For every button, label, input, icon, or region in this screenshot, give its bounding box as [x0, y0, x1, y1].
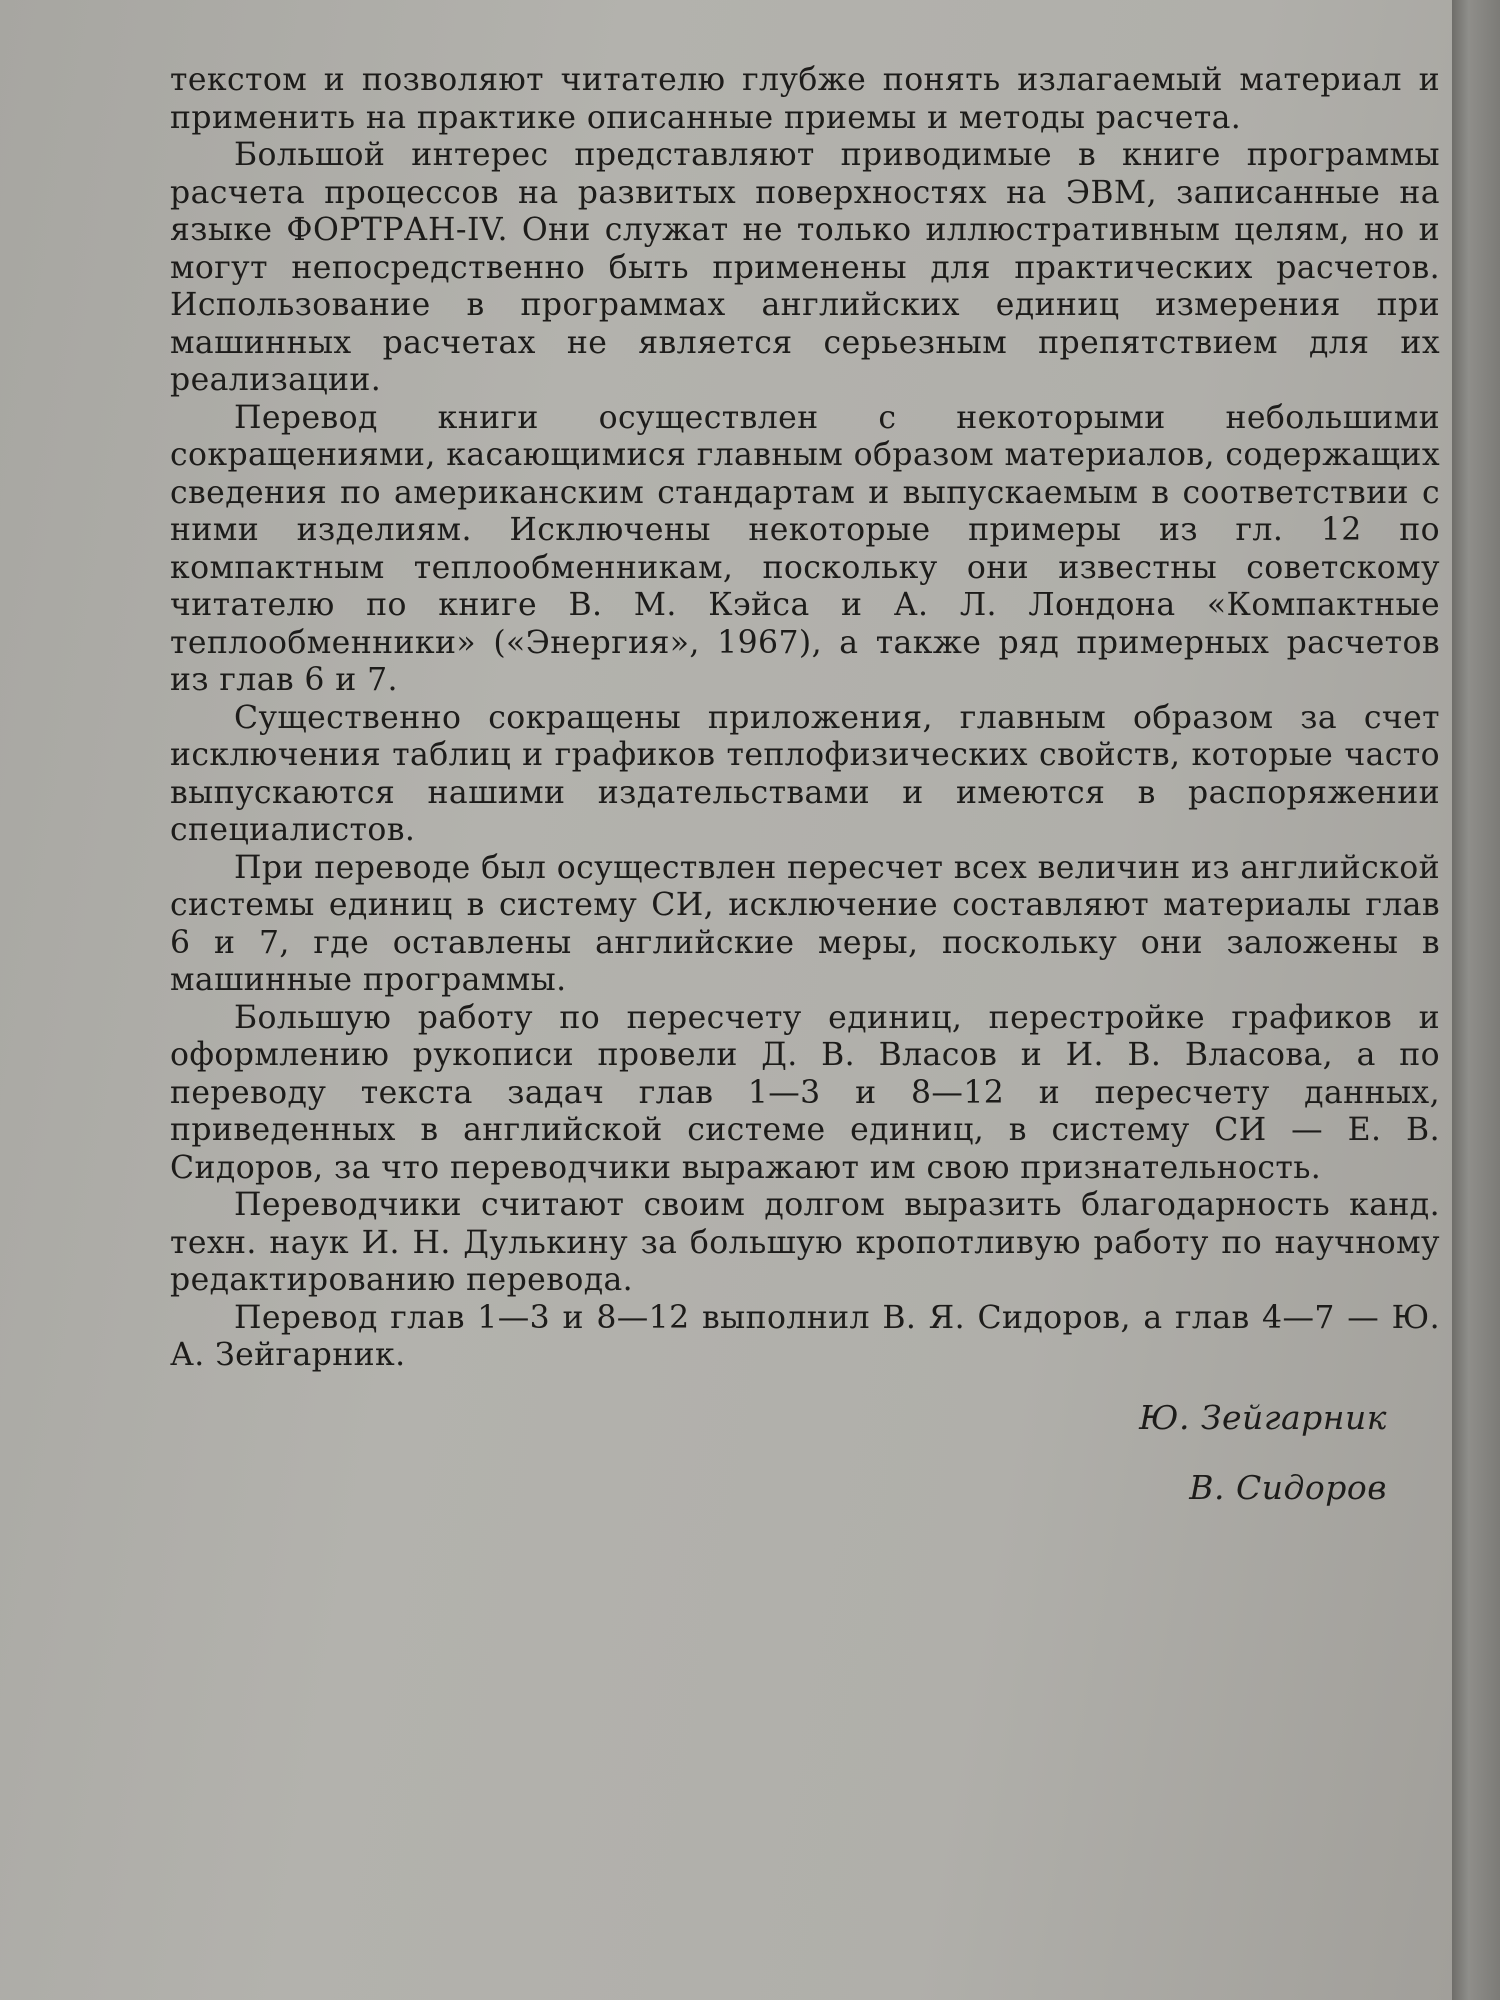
paragraph-1: текстом и позволяют читателю глубже понять излагаемый материал и применить на практике описанные приемы и методы расчета. — [170, 62, 1440, 136]
paragraph-8: Перевод глав 1—3 и 8—12 выполнил В. Я. Сидоров, а глав 4—7 — Ю. А. Зейгарник. — [170, 1299, 1440, 1373]
signature-zeigarnik: Ю. Зейгарник — [1139, 1398, 1387, 1437]
paragraph-4: Существенно сокращены приложения, главным образом за счет исключения таблиц и графиков теплофизических свойств, которые часто выпускаются нашими издательствами и имеются в распоряжении специалистов. — [170, 699, 1440, 848]
paragraph-3: Перевод книги осуществлен с некоторыми небольшими сокращениями, касающимися главным образом материалов, содержащих сведения по американским стандартам и выпускаемым в соответствии с ними изделиям. Исключены некоторые примеры из гл. 12 по компактным теплообменникам, поскольку они известны советскому читателю по книге В. М. Кэйса и А. Л. Лондона «Компактные теплообменники» («Энергия», 1967), а также ряд примерных расчетов из глав 6 и 7. — [170, 399, 1440, 698]
paragraph-6: Большую работу по пересчету единиц, перестройке графиков и оформлению рукописи провели Д. В. Власов и И. В. Власова, а по переводу текста задач глав 1—3 и 8—12 и пересчету данных, приведенных в английской системе единиц, в систему СИ — Е. В. Сидоров, за что переводчики выражают им свою признательность. — [170, 999, 1440, 1186]
signature-sidorov: В. Сидоров — [1189, 1468, 1387, 1507]
page-text — [170, 62, 1440, 1375]
paragraph-5: При переводе был осуществлен пересчет всех величин из английской системы единиц в систему СИ, исключение составляют материалы глав 6 и 7, где оставлены английские меры, поскольку они заложены в машинные программы. — [170, 849, 1440, 998]
paragraph-2: Большой интерес представляют приводимые в книге программы расчета процессов на развитых поверхностях на ЭВМ, записанные на языке ФОРТРАН-IV. Они служат не только иллюстративным целям, но и могут непосредственно быть применены для практических расчетов. Использование в программах английских единиц измерения при машинных расчетах не является серьезным препятствием для их реализации. — [170, 137, 1440, 398]
paragraph-7: Переводчики считают своим долгом выразить благодарность канд. техн. наук И. Н. Дулькину за большую кропотливую работу по научному редактированию перевода. — [170, 1187, 1440, 1298]
page-edge — [1452, 0, 1500, 2000]
